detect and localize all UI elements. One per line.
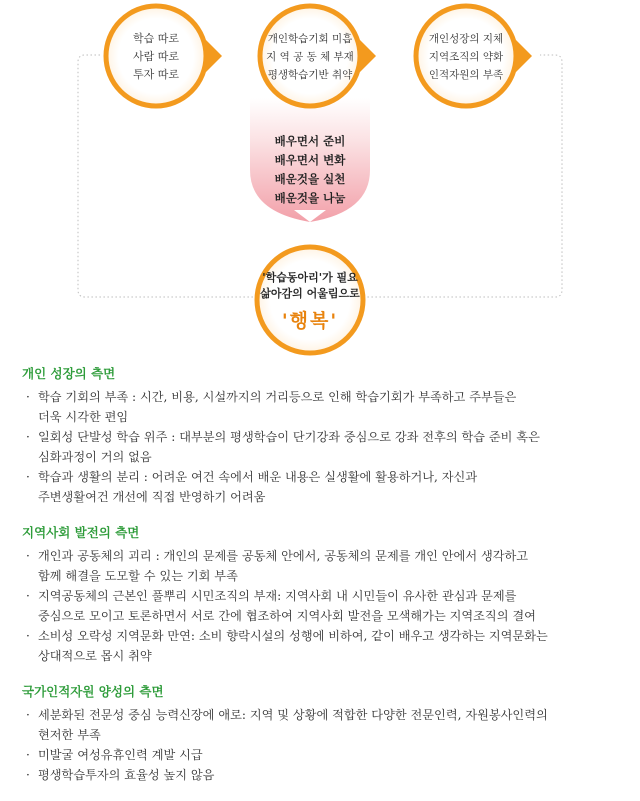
list-item: · 지역공동체의 근본인 풀뿌리 시민조직의 부재: 지역사회 내 시민들이 유사한 관심과 문제를 중심으로 모이고 토론하면서 서로 간에 협조하여 지역사회 발전을 모색해가는 지역조직의 결여 <box>20 586 630 626</box>
bullet: · <box>26 768 30 782</box>
section-title: 개인 성장의 측면 <box>22 366 116 381</box>
list-item: · 학습 기회의 부족 : 시간, 비용, 시설까지의 거리등으로 인해 학습기회가 부족하고 주부들은 더욱 시각한 편임 <box>20 387 630 427</box>
diagram <box>0 0 640 360</box>
list-item: · 개인과 공동체의 괴리 : 개인의 문제를 공동체 안에서, 공동체의 문제를 개인 안에서 생각하고 함께 해결을 도모할 수 있는 기회 부족 <box>20 546 630 586</box>
list-item: · 세분화된 전문성 중심 능력신장에 애로: 지역 및 상황에 적합한 다양한 전문인력, 자원봉사인력의 현저한 부족 <box>20 705 630 745</box>
bullet: · <box>26 470 30 484</box>
circle-2-text: 개인학습기회 미흡 지 역 공 동 체 부재 평생학습기반 취약 <box>266 33 354 81</box>
happiness-label: '행복' <box>281 310 339 332</box>
list-item: · 소비성 오락성 지역문화 만연: 소비 향락시설의 성행에 비하여, 같이 배우고 생각하는 지역문화는 상대적으로 몹시 취약 <box>20 626 630 666</box>
bullet: · <box>26 708 30 722</box>
circle-1-text: 학습 따로 사람 따로 투자 따로 <box>132 32 179 81</box>
circle-3-text: 개인성장의 지체 지역조직의 약화 인적자원의 부족 <box>428 33 504 81</box>
bullet: · <box>26 629 30 643</box>
bullet: · <box>26 549 30 563</box>
list-item: · 일회성 단발성 학습 위주 : 대부분의 평생학습이 단기강좌 중심으로 강좌 전후의 학습 준비 혹은 심화과정이 거의 없음 <box>20 427 630 467</box>
bullet: · <box>26 430 30 444</box>
section-human-resources <box>20 682 630 785</box>
section-title: 국가인적자원 양성의 측면 <box>22 684 164 699</box>
list-item: · 평생학습투자의 효율성 높지 않음 <box>20 765 630 785</box>
section-title: 지역사회 발전의 측면 <box>22 525 140 540</box>
list-item: · 학습과 생활의 분리 : 어려운 여건 속에서 배운 내용은 실생활에 활용하거나, 자신과 주변생활여건 개선에 직접 반영하기 어려움 <box>20 467 630 507</box>
bullet: · <box>26 589 30 603</box>
sections <box>20 364 630 801</box>
bottom-text: '학습동아리'가 필요 삶아감의 어울림으로 <box>260 271 360 300</box>
section-personal-growth <box>20 364 630 507</box>
section-community-development <box>20 523 630 666</box>
bullet: · <box>26 748 30 762</box>
center-text: 배우면서 준비 배우면서 변화 배운것을 실천 배운것을 나눔 <box>274 134 346 205</box>
list-item: · 미발굴 여성유휴인력 계발 시급 <box>20 745 630 765</box>
bullet: · <box>26 390 30 404</box>
